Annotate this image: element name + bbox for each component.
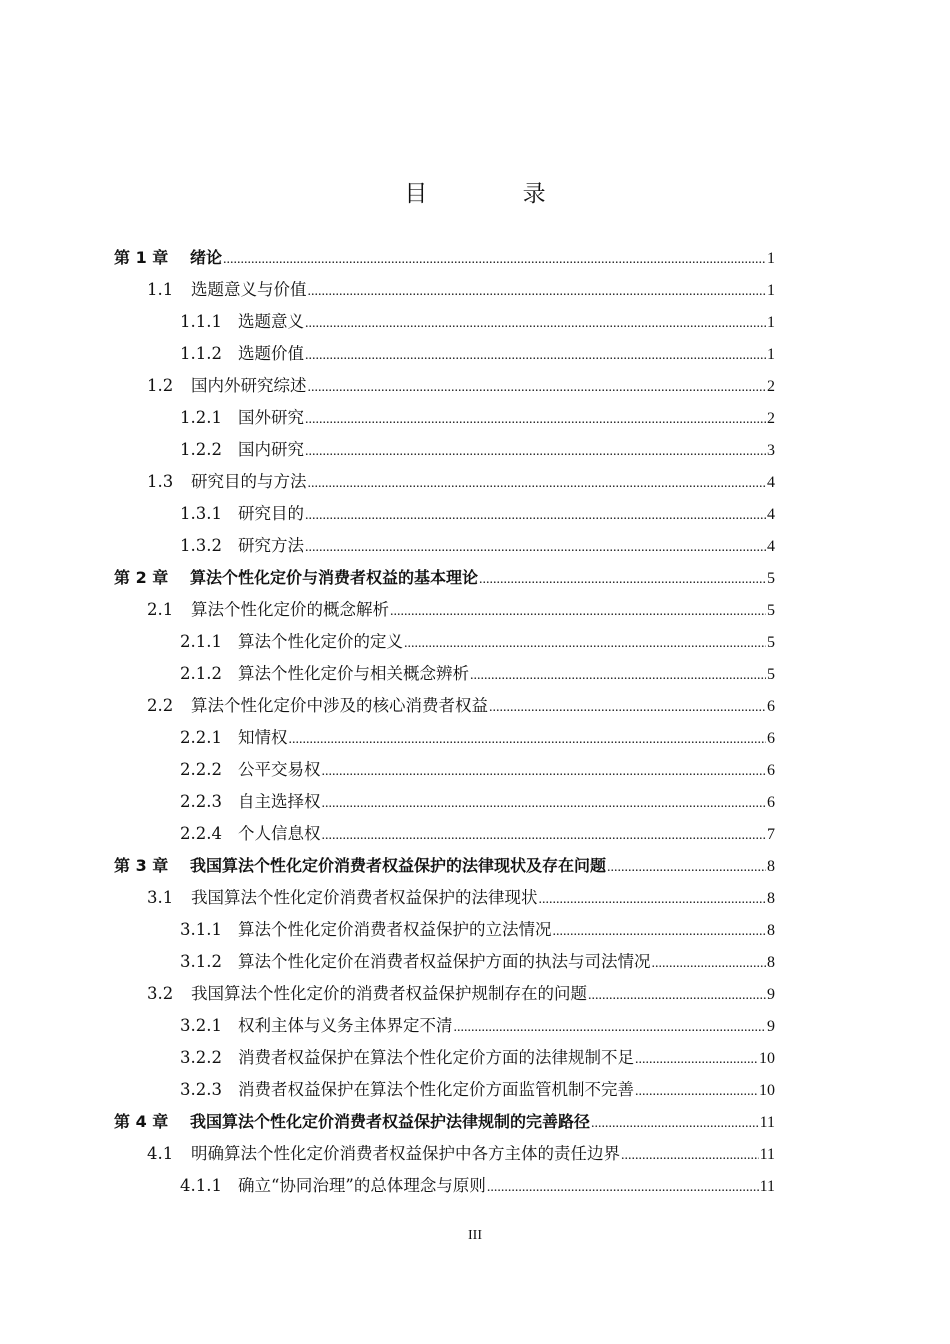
- toc-entry-page: 11: [759, 1146, 775, 1163]
- toc-entry-number: 3.2: [147, 984, 174, 1003]
- toc-entry-title: 国内外研究综述: [191, 376, 307, 395]
- toc-dot-leader: [289, 724, 767, 756]
- toc-subsection-entry[interactable]: [114, 658, 775, 690]
- toc-entry-page: 6: [767, 762, 775, 779]
- toc-entry-title: 消费者权益保护在算法个性化定价方面的法律规制不足: [238, 1048, 634, 1067]
- toc-entry-number: 2.2.3: [180, 792, 222, 811]
- toc-dot-leader: [489, 692, 766, 724]
- toc-entry-title: 选题意义: [238, 312, 304, 331]
- toc-dot-leader: [322, 756, 767, 788]
- toc-entry-page: 4: [767, 506, 775, 523]
- toc-section-entry[interactable]: [114, 690, 775, 722]
- toc-entry-page: 5: [767, 602, 775, 619]
- toc-entry-page: 8: [767, 858, 775, 875]
- toc-entry-number: 2.2.2: [180, 760, 222, 779]
- toc-dot-leader: [454, 1012, 767, 1044]
- toc-subsection-entry[interactable]: [114, 434, 775, 466]
- toc-entry-page: 9: [767, 1018, 775, 1035]
- toc-subsection-entry[interactable]: [114, 626, 775, 658]
- toc-subsection-entry[interactable]: [114, 786, 775, 818]
- toc-subsection-entry[interactable]: [114, 754, 775, 786]
- toc-entry-page: 1: [767, 282, 775, 299]
- toc-entry-page: 8: [767, 890, 775, 907]
- toc-section-entry[interactable]: [114, 978, 775, 1010]
- toc-entry-page: 5: [767, 666, 775, 683]
- page-title: 目 录: [404, 181, 590, 207]
- toc-entry-number: 3.2.3: [180, 1080, 222, 1099]
- toc-entry-page: 4: [767, 474, 775, 491]
- toc-subsection-entry[interactable]: [114, 1170, 775, 1202]
- toc-entry-number: 2.2: [147, 696, 174, 715]
- toc-entry-title: 我国算法个性化定价消费者权益保护的法律现状: [191, 888, 538, 907]
- toc-dot-leader: [223, 244, 766, 276]
- toc-entry-title: 公平交易权: [238, 760, 321, 779]
- toc-entry-page: 11: [759, 1178, 775, 1195]
- toc-dot-leader: [607, 852, 766, 884]
- toc-entry-page: 5: [767, 634, 775, 651]
- toc-dot-leader: [470, 660, 766, 692]
- toc-entry-number: 3.1.1: [180, 920, 222, 939]
- toc-subsection-entry[interactable]: [114, 530, 775, 562]
- toc-section-entry[interactable]: [114, 1138, 775, 1170]
- toc-chapter-entry[interactable]: [114, 1106, 775, 1138]
- toc-entry-title: 算法个性化定价与消费者权益的基本理论: [190, 568, 479, 587]
- toc-dot-leader: [539, 884, 767, 916]
- toc-dot-leader: [322, 788, 767, 820]
- toc-entry-page: 1: [767, 314, 775, 331]
- toc-chapter-entry[interactable]: [114, 242, 775, 274]
- toc-entry-title: 知情权: [238, 728, 288, 747]
- toc-entry-title: 自主选择权: [238, 792, 321, 811]
- toc-dot-leader: [308, 276, 767, 308]
- toc-dot-leader: [305, 500, 766, 532]
- toc-dot-leader: [591, 1108, 759, 1140]
- toc-entry-number: 3.1.2: [180, 952, 222, 971]
- toc-chapter-entry[interactable]: [114, 562, 775, 594]
- toc-section-entry[interactable]: [114, 370, 775, 402]
- toc-dot-leader: [479, 564, 766, 596]
- toc-dot-leader: [487, 1172, 759, 1204]
- toc-entry-title: 明确算法个性化定价消费者权益保护中各方主体的责任边界: [191, 1144, 620, 1163]
- toc-entry-page: 5: [767, 570, 775, 587]
- toc-dot-leader: [588, 980, 766, 1012]
- toc-subsection-entry[interactable]: [114, 306, 775, 338]
- toc-entry-page: 6: [767, 730, 775, 747]
- toc-dot-leader: [635, 1076, 758, 1108]
- toc-subsection-entry[interactable]: [114, 498, 775, 530]
- toc-entry-page: 6: [767, 794, 775, 811]
- toc-entry-title: 算法个性化定价的定义: [238, 632, 403, 651]
- toc-entry-page: 11: [759, 1114, 775, 1131]
- toc-entry-title: 研究方法: [238, 536, 304, 555]
- toc-entry-number: 4.1.1: [180, 1176, 222, 1195]
- toc-entry-number: 1.1.2: [180, 344, 222, 363]
- toc-entry-page: 10: [759, 1050, 775, 1067]
- toc-entry-title: 权利主体与义务主体界定不清: [238, 1016, 453, 1035]
- toc-subsection-entry[interactable]: [114, 402, 775, 434]
- toc-subsection-entry[interactable]: [114, 338, 775, 370]
- toc-entry-page: 1: [767, 250, 775, 267]
- toc-entry-number: 4.1: [147, 1144, 174, 1163]
- toc-entry-number: 2.1.2: [180, 664, 222, 683]
- toc-entry-number: 2.1.1: [180, 632, 222, 651]
- toc-entry-page: 9: [767, 986, 775, 1003]
- toc-entry-title: 我国算法个性化定价的消费者权益保护规制存在的问题: [191, 984, 587, 1003]
- toc-entry-number: 1.1.1: [180, 312, 222, 331]
- toc-dot-leader: [305, 404, 766, 436]
- toc-entry-page: 8: [767, 922, 775, 939]
- toc-section-entry[interactable]: [114, 594, 775, 626]
- toc-entry-number: 3.1: [147, 888, 174, 907]
- toc-entry-title: 我国算法个性化定价消费者权益保护的法律现状及存在问题: [190, 856, 607, 875]
- toc-entry-number: 第 4 章: [114, 1112, 169, 1131]
- toc-entry-title: 选题意义与价值: [191, 280, 307, 299]
- toc-dot-leader: [305, 532, 766, 564]
- toc-entry-title: 算法个性化定价消费者权益保护的立法情况: [238, 920, 552, 939]
- toc-entry-title: 算法个性化定价中涉及的核心消费者权益: [191, 696, 488, 715]
- toc-entry-title: 研究目的: [238, 504, 304, 523]
- toc-entry-title: 消费者权益保护在算法个性化定价方面监管机制不完善: [238, 1080, 634, 1099]
- toc-dot-leader: [308, 372, 767, 404]
- toc-section-entry[interactable]: [114, 882, 775, 914]
- toc-entry-title: 确立“协同治理”的总体理念与原则: [238, 1176, 486, 1195]
- toc-dot-leader: [305, 436, 766, 468]
- toc-entry-title: 国内研究: [238, 440, 304, 459]
- toc-entry-number: 1.2.1: [180, 408, 222, 427]
- toc-entry-number: 1.3: [147, 472, 174, 491]
- toc-entry-title: 个人信息权: [238, 824, 321, 843]
- toc-entry-page: 7: [767, 826, 775, 843]
- toc-entry-number: 第 2 章: [114, 568, 169, 587]
- toc-dot-leader: [308, 468, 767, 500]
- toc-subsection-entry[interactable]: [114, 1074, 775, 1106]
- toc-entry-number: 1.2.2: [180, 440, 222, 459]
- toc-entry-number: 3.2.1: [180, 1016, 222, 1035]
- toc-entry-page: 3: [767, 442, 775, 459]
- toc-dot-leader: [305, 340, 766, 372]
- toc-dot-leader: [621, 1140, 759, 1172]
- toc-entry-page: 8: [767, 954, 775, 971]
- toc-dot-leader: [553, 916, 767, 948]
- toc-entry-number: 第 3 章: [114, 856, 169, 875]
- toc-entry-page: 10: [759, 1082, 775, 1099]
- toc-entry-title: 选题价值: [238, 344, 304, 363]
- toc-entry-number: 1.2: [147, 376, 174, 395]
- toc-dot-leader: [305, 308, 766, 340]
- toc-entry-page: 6: [767, 698, 775, 715]
- toc-chapter-entry[interactable]: [114, 850, 775, 882]
- toc-subsection-entry[interactable]: [114, 722, 775, 754]
- toc-entry-number: 2.2.1: [180, 728, 222, 747]
- toc-entry-number: 2.2.4: [180, 824, 222, 843]
- toc-dot-leader: [652, 948, 767, 980]
- toc-entry-title: 研究目的与方法: [191, 472, 307, 491]
- toc-subsection-entry[interactable]: [114, 1010, 775, 1042]
- toc-entry-title: 绪论: [190, 248, 223, 267]
- toc-entry-page: 2: [767, 410, 775, 427]
- toc-subsection-entry[interactable]: [114, 946, 775, 978]
- toc-entry-page: 2: [767, 378, 775, 395]
- toc-entry-number: 1.3.1: [180, 504, 222, 523]
- toc-entry-page: 1: [767, 346, 775, 363]
- toc-entry-page: 4: [767, 538, 775, 555]
- toc-entry-title: 国外研究: [238, 408, 304, 427]
- toc-section-entry[interactable]: [114, 466, 775, 498]
- toc-subsection-entry[interactable]: [114, 914, 775, 946]
- toc-dot-leader: [635, 1044, 758, 1076]
- toc-entry-number: 2.1: [147, 600, 174, 619]
- toc-entry-number: 1.1: [147, 280, 174, 299]
- toc-entry-number: 1.3.2: [180, 536, 222, 555]
- page-number-footer: III: [468, 1228, 482, 1243]
- toc-subsection-entry[interactable]: [114, 1042, 775, 1074]
- toc-entry-title: 算法个性化定价与相关概念辨析: [238, 664, 469, 683]
- toc-entry-title: 算法个性化定价的概念解析: [191, 600, 389, 619]
- toc-entry-number: 3.2.2: [180, 1048, 222, 1067]
- toc-entry-title: 算法个性化定价在消费者权益保护方面的执法与司法情况: [238, 952, 651, 971]
- toc-section-entry[interactable]: [114, 274, 775, 306]
- toc-dot-leader: [322, 820, 767, 852]
- toc-entry-title: 我国算法个性化定价消费者权益保护法律规制的完善路径: [190, 1112, 591, 1131]
- toc-entry-number: 第 1 章: [114, 248, 169, 267]
- toc-dot-leader: [390, 596, 766, 628]
- toc-subsection-entry[interactable]: [114, 818, 775, 850]
- toc-dot-leader: [404, 628, 766, 660]
- table-of-contents: [114, 242, 775, 1202]
